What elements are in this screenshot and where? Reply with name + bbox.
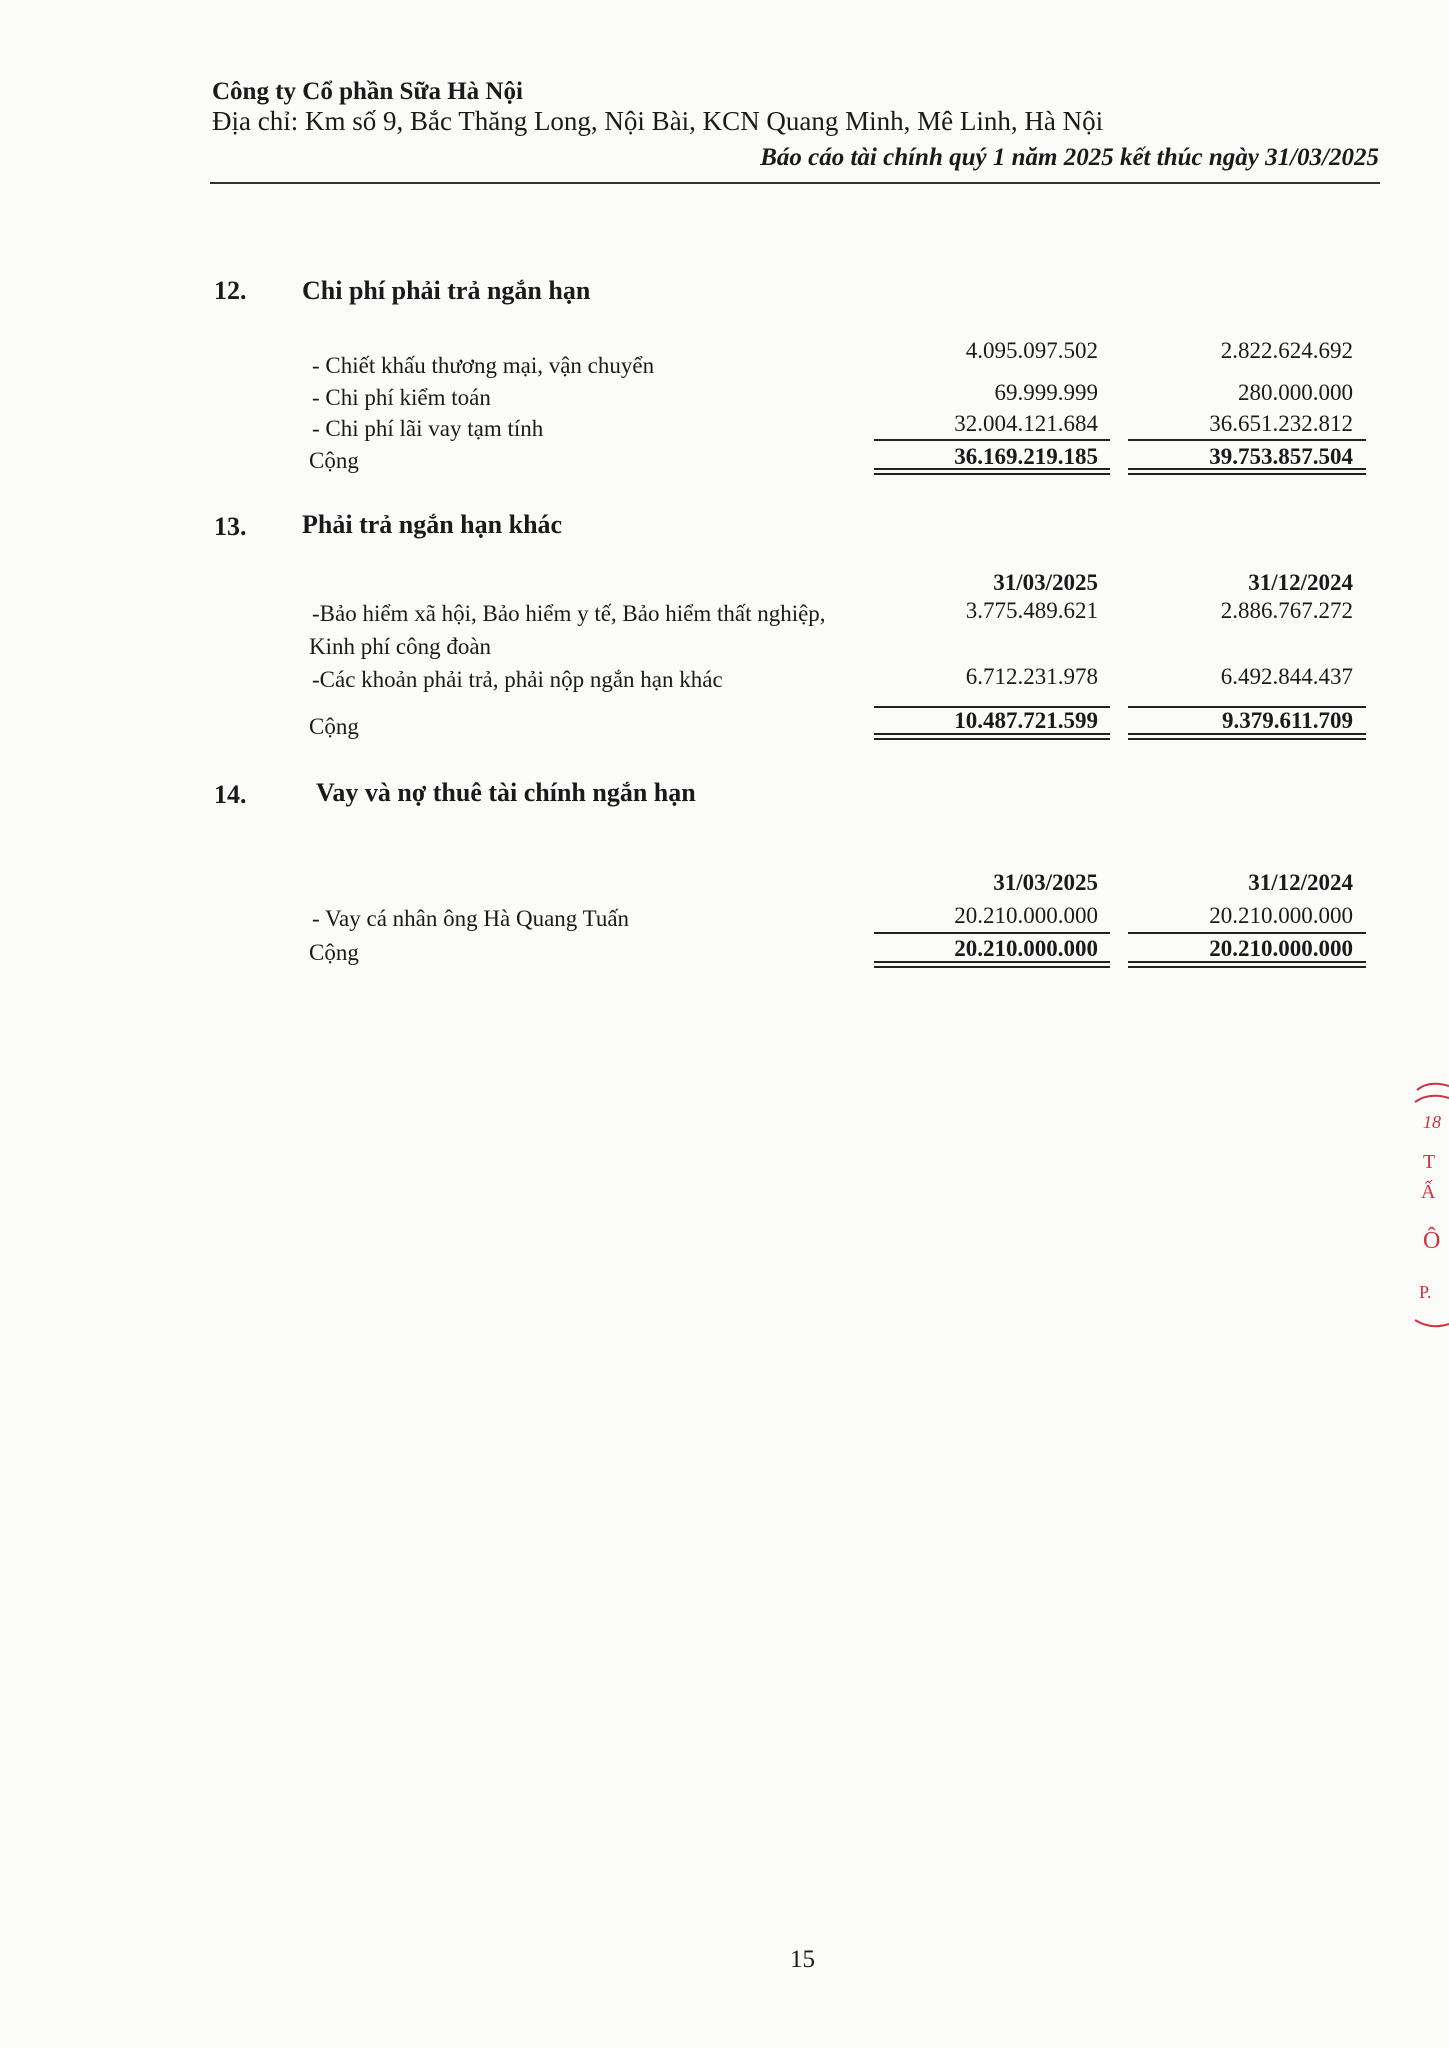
- svg-text:T: T: [1423, 1151, 1436, 1173]
- section-13-row-label-cont: Kinh phí công đoàn: [309, 634, 492, 659]
- section-12-total-2025: 36.169.219.185: [954, 444, 1098, 469]
- section-14-title: Vay và nợ thuê tài chính ngắn hạn: [316, 778, 696, 807]
- section-13-total-label: Cộng: [309, 714, 359, 739]
- subtotal-rule: [1128, 439, 1366, 441]
- column-header-2024: 31/12/2024: [1248, 570, 1353, 595]
- column-header-2025: 31/03/2025: [993, 870, 1098, 895]
- section-14-number: 14.: [214, 780, 247, 809]
- section-14-total-2025: 20.210.000.000: [954, 936, 1098, 961]
- company-seal-stamp: [1409, 1080, 1449, 1340]
- section-14-total-2024: 20.210.000.000: [1209, 936, 1353, 961]
- section-12-total-label: Cộng: [309, 448, 359, 473]
- header-divider: [210, 182, 1380, 184]
- subtotal-rule: [874, 439, 1110, 441]
- report-title: Báo cáo tài chính quý 1 năm 2025 kết thúc ngày 31/03/2025: [760, 144, 1379, 171]
- section-13-total-2024: 9.379.611.709: [1222, 708, 1353, 733]
- company-address: Địa chỉ: Km số 9, Bắc Thăng Long, Nội Bài, KCN Quang Minh, Mê Linh, Hà Nội: [212, 106, 1104, 136]
- section-12-row-label: - Chi phí lãi vay tạm tính: [312, 416, 544, 441]
- section-12-title: Chi phí phải trả ngắn hạn: [302, 276, 591, 305]
- svg-text:P.: P.: [1419, 1282, 1432, 1302]
- total-double-rule: [1128, 733, 1366, 740]
- section-14-row-value-2025: 20.210.000.000: [954, 903, 1098, 928]
- section-13-number: 13.: [214, 512, 247, 541]
- svg-text:Ô: Ô: [1423, 1228, 1441, 1254]
- column-header-2025: 31/03/2025: [993, 570, 1098, 595]
- total-double-rule: [1128, 468, 1366, 475]
- section-12-row-value-2025: 32.004.121.684: [954, 411, 1098, 436]
- page-number: 15: [790, 1946, 815, 1973]
- subtotal-rule: [874, 932, 1110, 934]
- section-12-number: 12.: [214, 276, 247, 305]
- company-name: Công ty Cổ phần Sữa Hà Nội: [212, 78, 523, 105]
- section-13-row-value-2025: 6.712.231.978: [965, 664, 1098, 689]
- svg-text:18: 18: [1423, 1112, 1441, 1132]
- section-13-row-value-2024: 2.886.767.272: [1220, 598, 1353, 623]
- section-12-row-value-2024: 36.651.232.812: [1209, 411, 1353, 436]
- section-14-total-label: Cộng: [309, 940, 359, 965]
- section-12-total-2024: 39.753.857.504: [1209, 444, 1353, 469]
- section-12-row-label: - Chi phí kiểm toán: [312, 385, 491, 410]
- section-12-row-value-2024: 280.000.000: [1238, 380, 1353, 405]
- total-double-rule: [874, 961, 1110, 968]
- section-13-row-label: -Các khoản phải trả, phải nộp ngắn hạn khác: [312, 667, 723, 692]
- section-14-row-value-2024: 20.210.000.000: [1209, 903, 1353, 928]
- section-13-row-label: -Bảo hiểm xã hội, Bảo hiểm y tế, Bảo hiểm thất nghiệp,: [312, 601, 826, 626]
- section-13-total-2025: 10.487.721.599: [954, 708, 1098, 733]
- subtotal-rule: [1128, 932, 1366, 934]
- section-12-row-label: - Chiết khấu thương mại, vận chuyển: [312, 353, 655, 378]
- section-13-row-value-2025: 3.775.489.621: [965, 598, 1098, 623]
- svg-text:Ấ: Ấ: [1421, 1181, 1436, 1203]
- column-header-2024: 31/12/2024: [1248, 870, 1353, 895]
- section-12-row-value-2025: 4.095.097.502: [965, 338, 1098, 363]
- total-double-rule: [874, 733, 1110, 740]
- section-12-row-value-2025: 69.999.999: [994, 380, 1098, 405]
- section-13-title: Phải trả ngắn hạn khác: [302, 510, 563, 539]
- section-13-row-value-2024: 6.492.844.437: [1220, 664, 1353, 689]
- total-double-rule: [1128, 961, 1366, 968]
- total-double-rule: [874, 468, 1110, 475]
- section-12-row-value-2024: 2.822.624.692: [1220, 338, 1353, 363]
- section-14-row-label: - Vay cá nhân ông Hà Quang Tuấn: [312, 906, 630, 931]
